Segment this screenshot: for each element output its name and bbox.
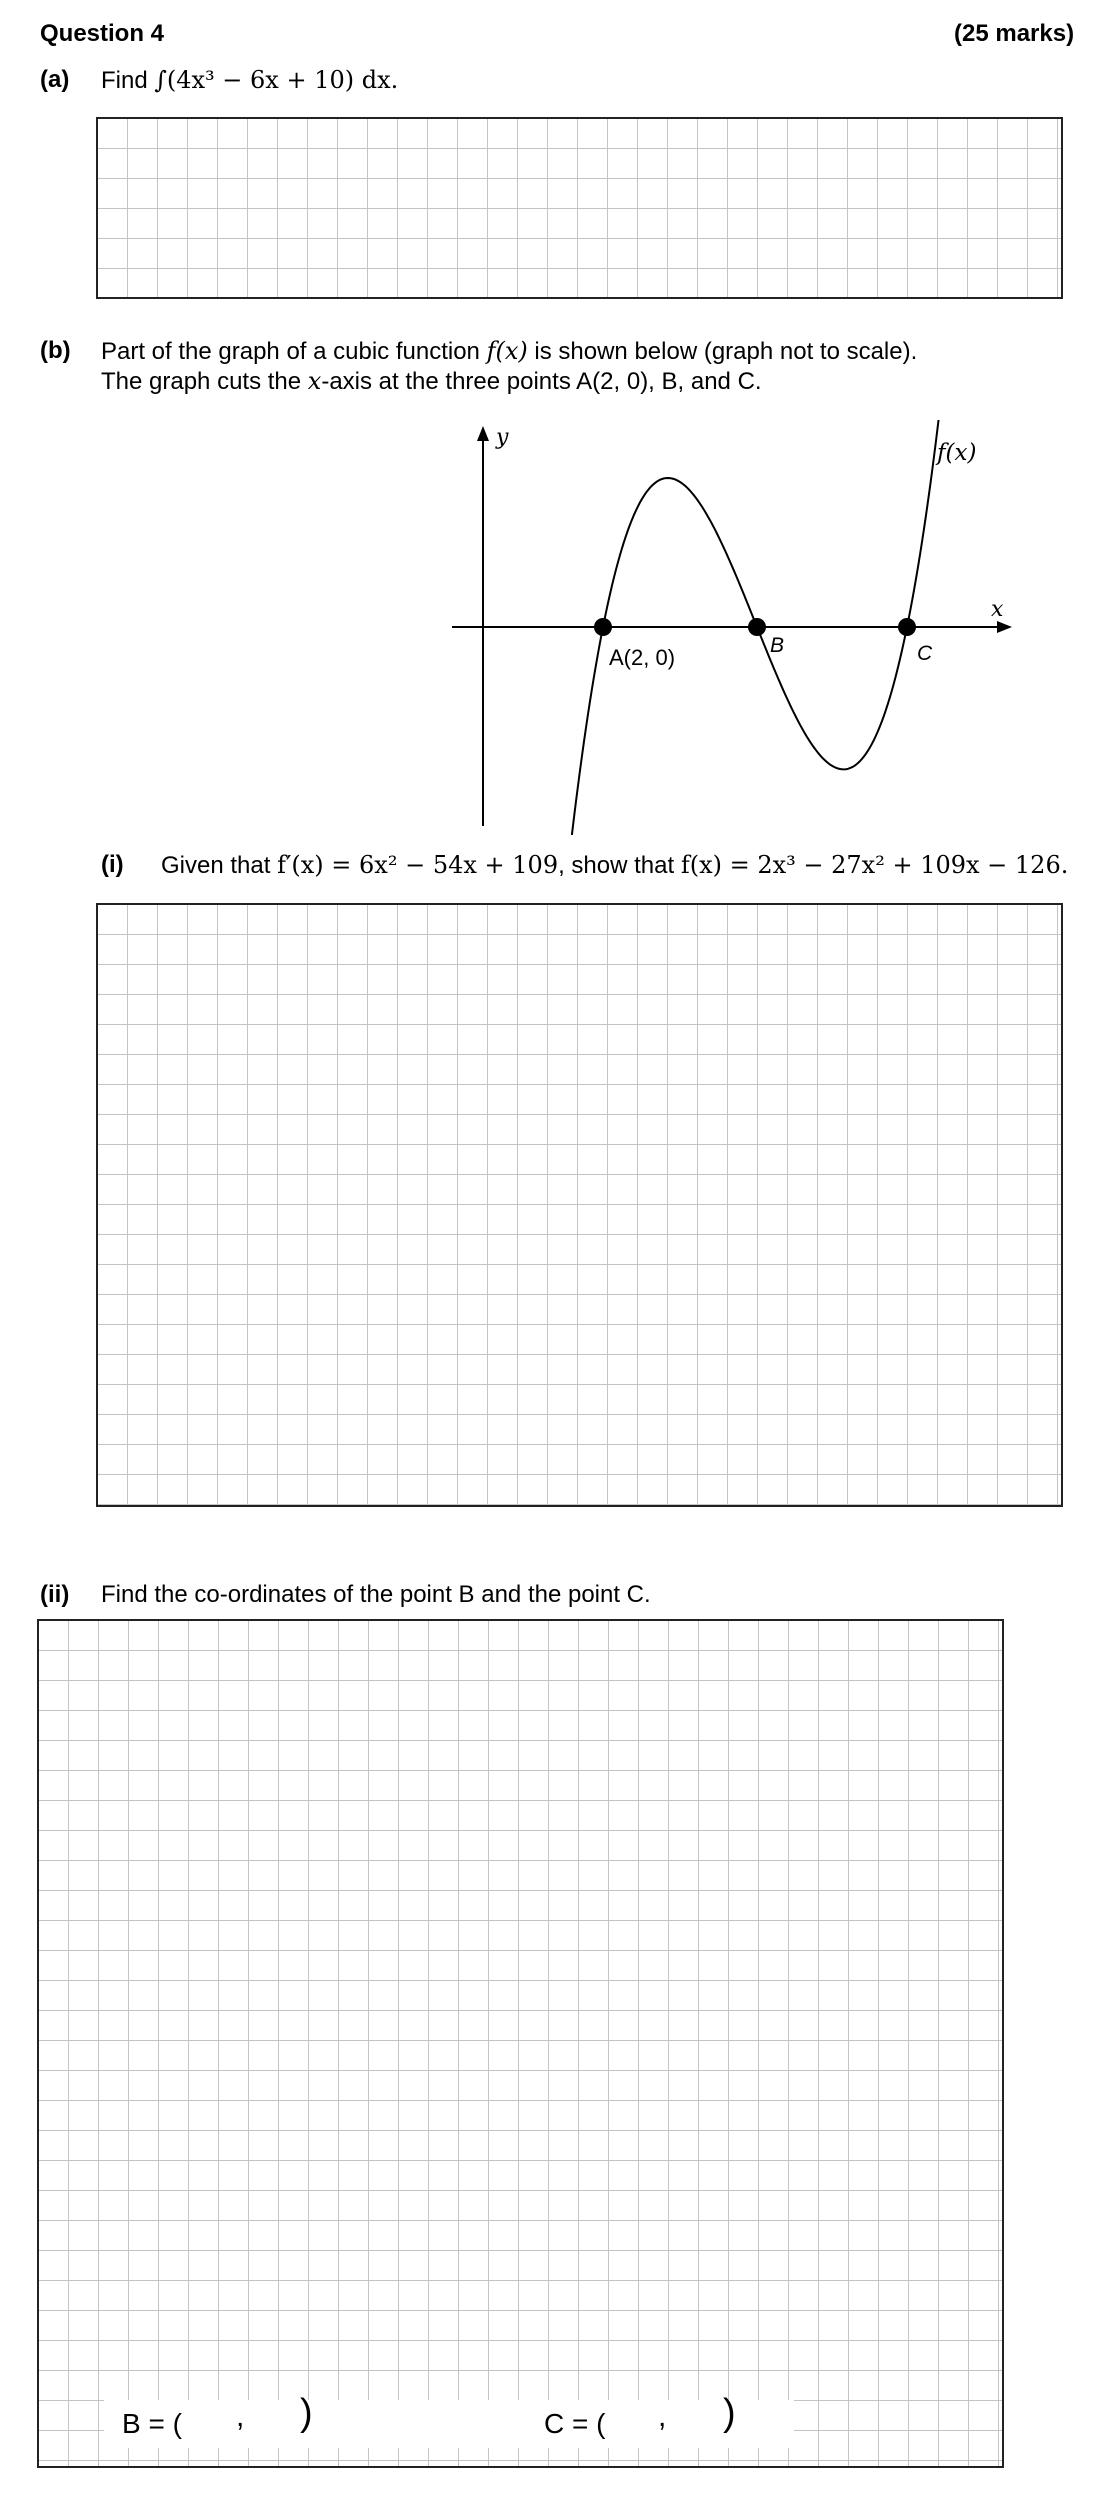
part-a-integral: ∫(4x³ − 6x + 10) dx. — [154, 66, 399, 94]
cubic-curve — [560, 317, 950, 840]
answer-b-close: ) — [300, 2392, 313, 2434]
part-b-line1-start: Part of the graph of a cubic function — [101, 338, 480, 365]
part-b-line2-x: x — [307, 367, 322, 395]
y-axis-label: y — [496, 425, 509, 450]
answer-b-label: B = ( — [122, 2408, 182, 2439]
answer-box-ii[interactable] — [37, 1619, 1004, 2468]
point-a-marker — [594, 618, 612, 636]
part-i-question — [161, 851, 1068, 880]
cubic-graph — [0, 0, 1114, 840]
answer-b-comma: , — [236, 2400, 245, 2433]
question-title: Question 4 — [40, 20, 165, 47]
curve-label: f(x) — [937, 440, 977, 466]
part-b-line1-func: f(x) — [486, 337, 528, 365]
x-axis-arrow — [997, 621, 1012, 633]
part-i-fprime: f′(x) = 6x² − 54x + 109 — [277, 851, 559, 879]
part-a-prefix: Find — [101, 67, 148, 94]
point-c-marker — [898, 618, 916, 636]
part-b-line1-end: is shown below (graph not to scale). — [534, 338, 918, 365]
part-ii-label: (ii) — [40, 1581, 70, 1608]
answer-c-close: ) — [723, 2392, 736, 2434]
marks-label: (25 marks) — [954, 20, 1075, 47]
part-b-line2-start: The graph cuts the — [101, 368, 302, 395]
part-i-label: (i) — [101, 851, 124, 878]
point-b-marker — [748, 618, 766, 636]
part-a-label: (a) — [40, 66, 70, 93]
part-b-line2-end: -axis at the three points A(2, 0), B, and C. — [321, 368, 762, 395]
point-b-label: B — [770, 634, 785, 657]
coordinates-answer-line — [104, 2392, 794, 2448]
answer-box-i[interactable] — [96, 903, 1063, 1507]
part-i-given: Given that — [161, 852, 271, 879]
answer-c-comma: , — [658, 2400, 667, 2433]
part-b-label: (b) — [40, 337, 71, 364]
x-axis-label: x — [991, 597, 1004, 622]
part-i-show: , show that — [558, 852, 675, 879]
y-axis-arrow — [477, 426, 489, 441]
part-ii-question: Find the co-ordinates of the point B and the point C. — [101, 1581, 651, 1608]
point-c-label: C — [917, 642, 933, 665]
part-i-f: f(x) = 2x³ − 27x² + 109x − 126. — [680, 851, 1069, 879]
point-a-label: A(2, 0) — [609, 645, 676, 670]
answer-c-label: C = ( — [544, 2408, 606, 2439]
